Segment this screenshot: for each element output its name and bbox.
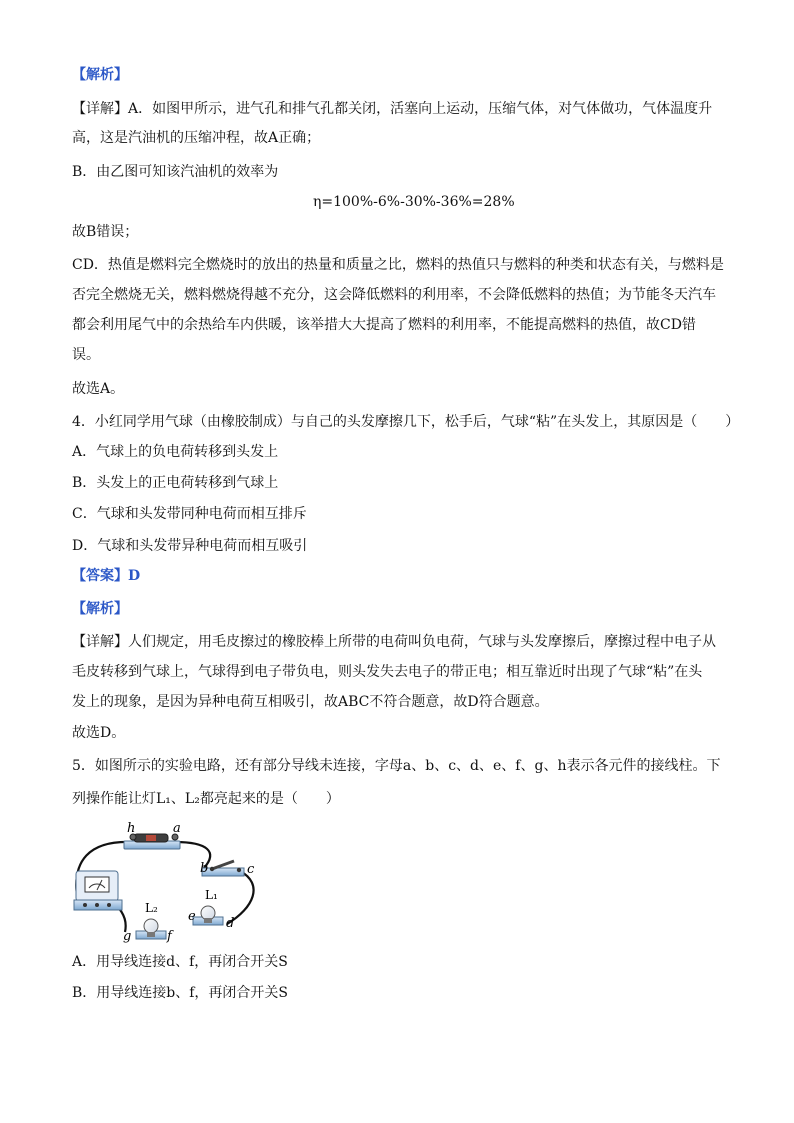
answer-heading-4: 【答案】D <box>72 568 141 584</box>
detail-paragraph-1-line-1: 【详解】A．如图甲所示，进气孔和排气孔都关闭，活塞向上运动，压缩气体，对气体做功，气体温度升 <box>72 101 713 117</box>
cd-explanation-line-3: 都会利用尾气中的余热给车内供暖，该举措大大提高了燃料的利用率，不能提高燃料的热值，故CD错 <box>72 317 696 333</box>
lamp-l1 <box>193 906 223 925</box>
lamp-label-l2: L₂ <box>145 901 158 915</box>
question-5-option-a: A．用导线连接d、f，再闭合开关S <box>72 954 288 970</box>
lamp-label-l1: L₁ <box>205 888 218 902</box>
terminal-label-h: h <box>127 821 136 836</box>
efficiency-formula: η=100%-6%-30%-36%=28% <box>313 194 515 210</box>
choose-a-line: 故选A。 <box>72 381 125 397</box>
rheostat <box>124 834 180 849</box>
cd-explanation-line-4: 误。 <box>72 347 100 363</box>
detail-paragraph-1-line-2: 高，这是汽油机的压缩冲程，故A正确； <box>72 130 321 146</box>
lamp-l2 <box>136 919 166 939</box>
question-4-option-a: A．气球上的负电荷转移到头发上 <box>72 444 279 460</box>
analysis-heading-1: 【解析】 <box>72 67 128 83</box>
question-4-stem: 4．小红同学用气球（由橡胶制成）与自己的头发摩擦几下，松手后，气球“粘”在头发上，其原因是（ ） <box>72 414 740 430</box>
question-5-stem-line-1: 5．如图所示的实验电路，还有部分导线未连接，字母a、b、c、d、e、f、g、h表示各元件的接线柱。下 <box>72 758 721 774</box>
terminal-label-c: c <box>247 862 255 877</box>
question-5-stem-line-2: 列操作能让灯L₁、L₂都亮起来的是（ ） <box>72 791 340 807</box>
option-b-efficiency-line: B．由乙图可知该汽油机的效率为 <box>72 164 279 180</box>
analysis-heading-2: 【解析】 <box>72 601 128 617</box>
ammeter <box>74 871 122 910</box>
terminal-label-a: a <box>173 821 181 836</box>
circuit-diagram <box>66 816 272 946</box>
experiment-circuit-figure <box>66 816 272 946</box>
cd-explanation-line-1: CD．热值是燃料完全燃烧时的放出的热量和质量之比，燃料的热值只与燃料的种类和状态有关，与燃料是 <box>72 257 724 273</box>
detail-paragraph-2-line-2: 毛皮转移到气球上，气球得到电子带负电，则头发失去电子的带正电；相互靠近时出现了气球“粘”在头 <box>72 664 703 680</box>
question-4-option-d: D．气球和头发带异种电荷而相互吸引 <box>72 538 308 554</box>
question-4-option-c: C．气球和头发带同种电荷而相互排斥 <box>72 506 307 522</box>
b-wrong-line: 故B错误； <box>72 224 139 240</box>
question-5-option-b: B．用导线连接b、f，再闭合开关S <box>72 985 289 1001</box>
detail-paragraph-2-line-1: 【详解】人们规定，用毛皮擦过的橡胶棒上所带的电荷叫负电荷，气球与头发摩擦后，摩擦过程中电子从 <box>72 634 716 650</box>
terminal-label-g: g <box>123 929 132 944</box>
terminal-label-d: d <box>226 916 235 931</box>
terminal-label-b: b <box>200 861 209 876</box>
terminal-label-f: f <box>167 929 172 944</box>
terminal-label-e: e <box>188 909 196 924</box>
choose-d-line: 故选D。 <box>72 725 126 741</box>
question-4-option-b: B．头发上的正电荷转移到气球上 <box>72 475 279 491</box>
cd-explanation-line-2: 否完全燃烧无关，燃料燃烧得越不充分，这会降低燃料的利用率，不会降低燃料的热值；为节能冬天汽车 <box>72 287 716 303</box>
detail-paragraph-2-line-3: 发上的现象，是因为异种电荷互相吸引，故ABC不符合题意，故D符合题意。 <box>72 694 549 710</box>
